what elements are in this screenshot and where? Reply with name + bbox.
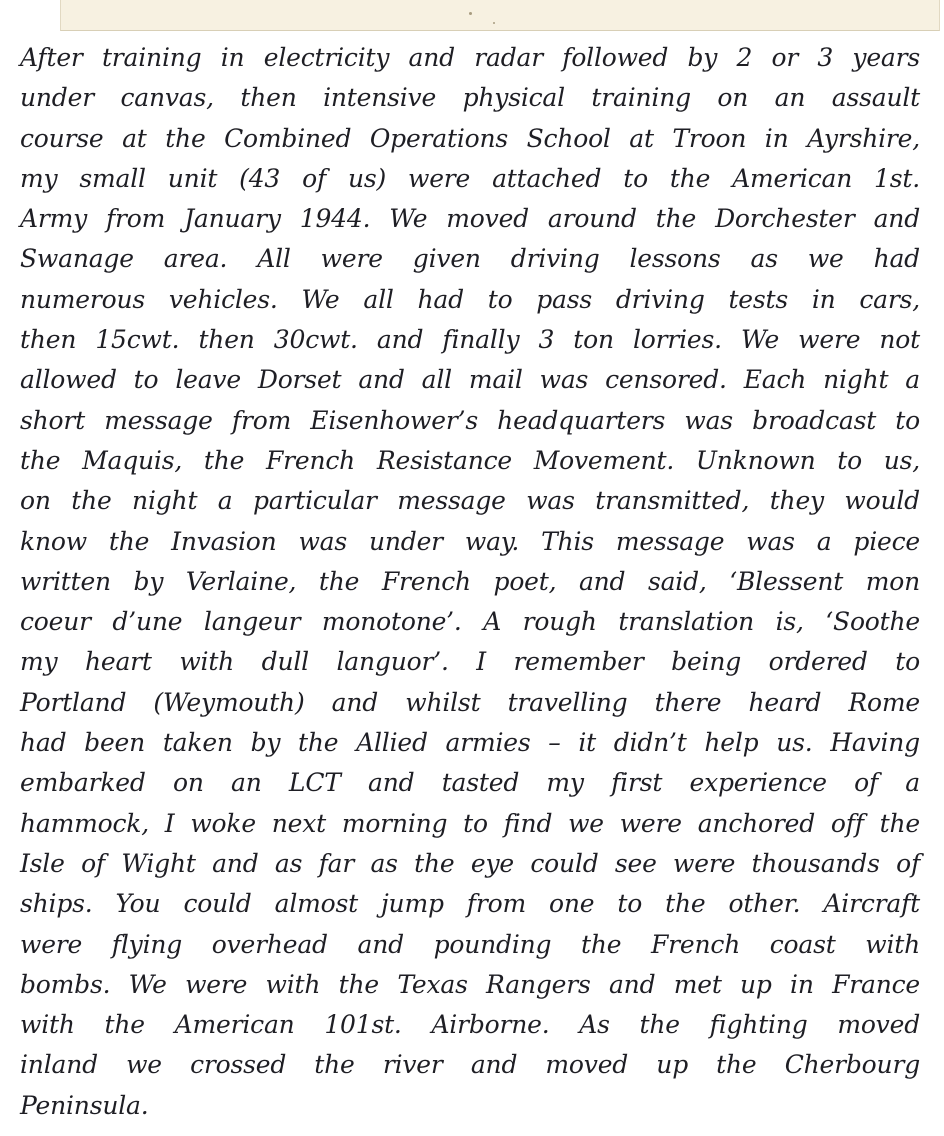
text-line: After training in electricity and radar followed by 2 or 3 years [20,43,920,72]
text-line: numerous vehicles. We all had to pass driving tests in cars, [20,284,920,314]
text-line: Army from January 1944. We moved around the Dorchester and [20,204,920,234]
text-line: then 15cwt. then 30cwt. and finally 3 ton lorries. We were not [20,325,920,355]
paper-speck [469,12,472,15]
handwritten-letter-body [20,38,920,1126]
text-line: on the night a particular message was transmitted, they would [20,486,920,516]
text-line: inland we crossed the river and moved up the Cherbourg [20,1050,920,1080]
text-line: the Maquis, the French Resistance Movement. Unknown to us, [20,445,920,475]
text-line: my small unit (43 of us) were attached to the American 1st. [20,163,920,193]
text-line: my heart with dull languor’. I remember being ordered to [20,647,920,677]
text-line: hammock, I woke next morning to find we were anchored off the [20,808,920,838]
torn-paper-strip [60,0,940,31]
text-line: course at the Combined Operations School at Troon in Ayrshire, [20,123,920,153]
text-line: coeur d’une langeur monotone’. A rough translation is, ‘Soothe [20,607,920,637]
text-line: Peninsula. [20,1090,149,1120]
text-line: Swanage area. All were given driving lessons as we had [20,244,920,274]
text-line: know the Invasion was under way. This message was a piece [20,526,920,556]
text-line: written by Verlaine, the French poet, and said, ‘Blessent mon [20,566,920,596]
text-line: Portland (Weymouth) and whilst travelling there heard Rome [20,687,920,717]
text-line: had been taken by the Allied armies – it didn’t help us. Having [20,728,920,758]
text-line: with the American 101st. Airborne. As the fighting moved [20,1010,920,1040]
text-line: Isle of Wight and as far as the eye could see were thousands of [20,848,920,878]
text-line: short message from Eisenhower’s headquarters was broadcast to [20,405,920,435]
paper-speck [493,22,495,24]
text-line: allowed to leave Dorset and all mail was censored. Each night a [20,365,920,395]
text-line: bombs. We were with the Texas Rangers and met up in France [20,969,920,999]
text-line: were flying overhead and pounding the French coast with [20,929,920,959]
text-line: embarked on an LCT and tasted my first experience of a [20,768,920,798]
text-line: ships. You could almost jump from one to the other. Aircraft [20,889,920,919]
text-line: under canvas, then intensive physical training on an assault [20,83,920,113]
